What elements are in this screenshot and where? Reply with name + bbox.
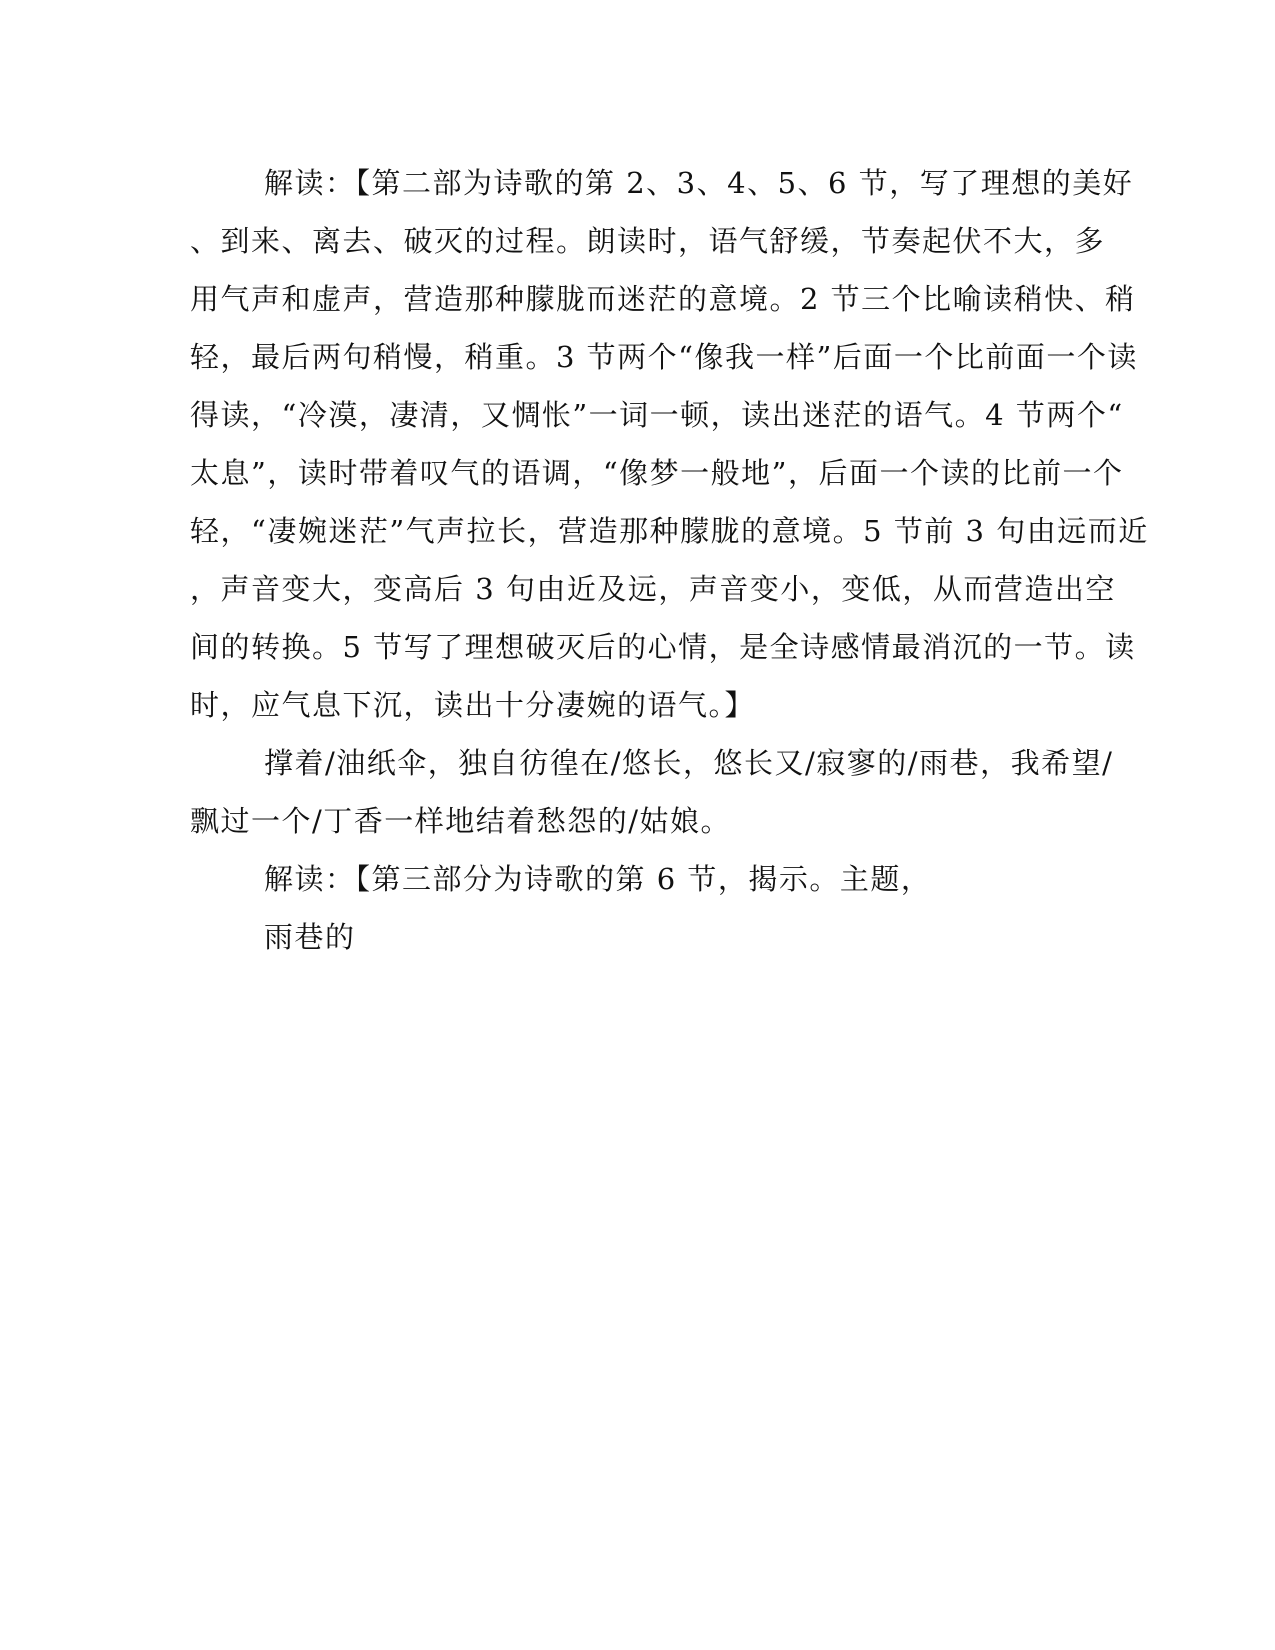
paragraph-3-line-1: 解读：【第三部分为诗歌的第 6 节，揭示。主题， bbox=[264, 862, 932, 896]
paragraph-2-line-3: 用气声和虚声，营造那种朦胧而迷茫的意境。2 节三个比喻读稍快、稍 bbox=[190, 282, 1136, 316]
paragraph-2-line-8: ，声音变大，变高后 3 句由近及远，声音变小，变低，从而营造出空 bbox=[190, 572, 1116, 606]
poem-stanza-line-2: 飘过一个/丁香一样地结着愁怨的/姑娘。 bbox=[190, 804, 732, 838]
paragraph-2-line-7: 轻，“凄婉迷茫”气声拉长，营造那种朦胧的意境。5 节前 3 句由远而近 bbox=[190, 514, 1149, 548]
paragraph-4-line-1: 雨巷的 bbox=[264, 920, 356, 954]
paragraph-2-line-4: 轻，最后两句稍慢，稍重。3 节两个“像我一样”后面一个比前面一个读 bbox=[190, 340, 1138, 374]
paragraph-2-line-6: 太息”，读时带着叹气的语调，“像梦一般地”，后面一个读的比前一个 bbox=[190, 456, 1124, 490]
paragraph-2-line-10: 时，应气息下沉，读出十分凄婉的语气。】 bbox=[190, 688, 756, 722]
paragraph-2-line-2: 、到来、离去、破灭的过程。朗读时，语气舒缓，节奏起伏不大，多 bbox=[190, 224, 1106, 258]
paragraph-2-line-5: 得读，“冷漠，凄清，又惆怅”一词一顿，读出迷茫的语气。4 节两个“ bbox=[190, 398, 1124, 432]
poem-stanza-line-1: 撑着/油纸伞，独自彷徨在/悠长，悠长又/寂寥的/雨巷，我希望/ bbox=[264, 746, 1114, 780]
paragraph-2-line-9: 间的转换。5 节写了理想破灭后的心情，是全诗感情最消沉的一节。读 bbox=[190, 630, 1136, 664]
paragraph-2-line-1: 解读：【第二部为诗歌的第 2、3、4、5、6 节，写了理想的美好 bbox=[264, 166, 1134, 200]
